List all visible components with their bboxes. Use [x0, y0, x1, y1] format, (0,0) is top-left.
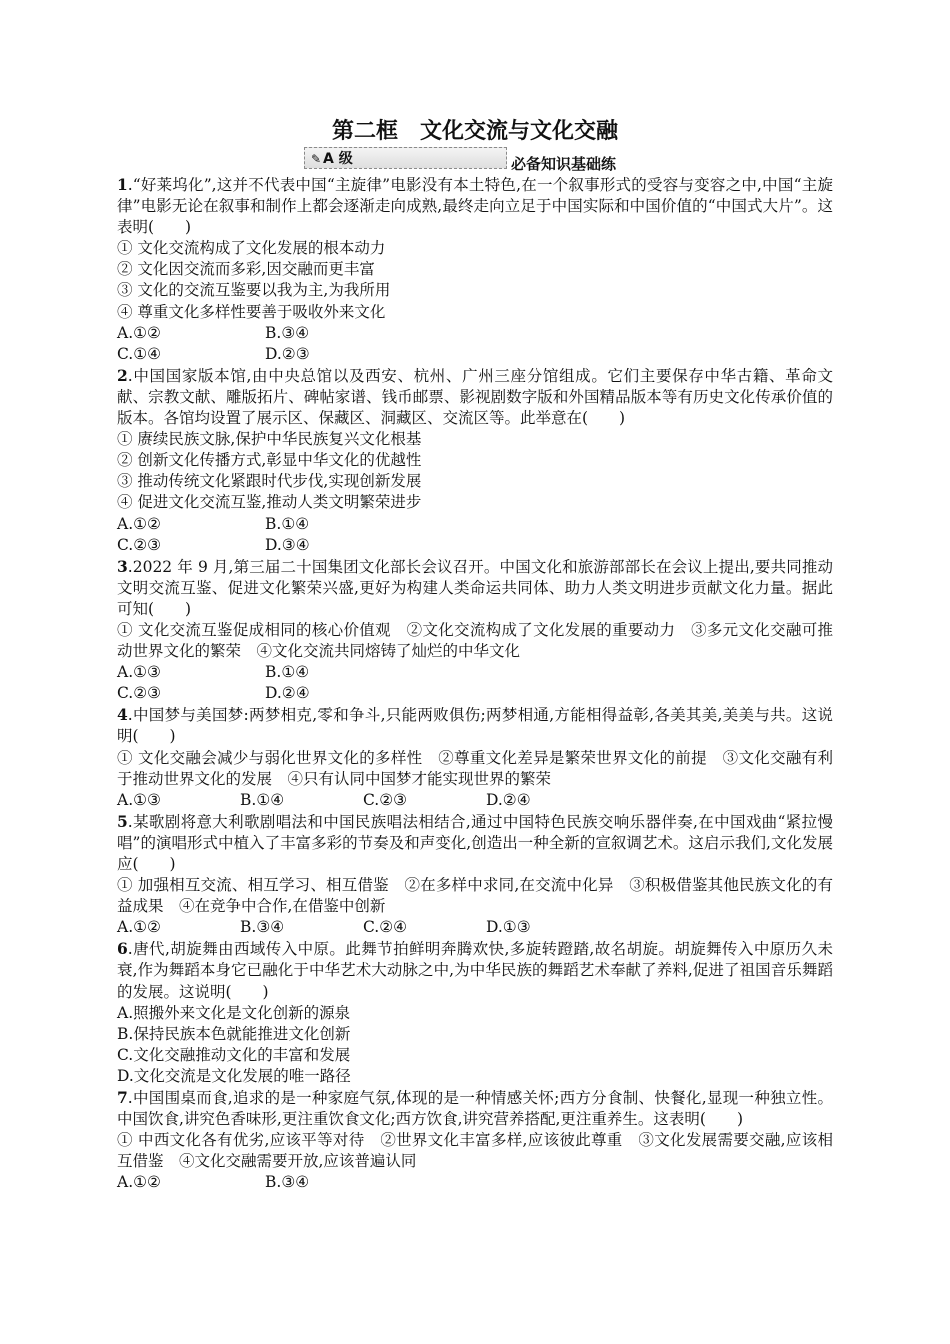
choice-row — [117, 662, 833, 683]
statement-item: B.保持民族本色就能推进文化创新 — [117, 1024, 351, 1043]
statement-item: ④ 尊重文化多样性要善于吸收外来文化 — [117, 302, 386, 321]
answer-choice[interactable]: B.①④ — [265, 514, 310, 533]
statement-item: ① 文化交融会减少与弱化世界文化的多样性 ②尊重文化差异是繁荣世界文化的前提 ③文化交融有利于推动世界文化的发展 ④只有认同中国梦才能实现世界的繁荣 — [117, 748, 833, 788]
statement-item: A.照搬外来文化是文化创新的源泉 — [117, 1003, 351, 1022]
answer-choice[interactable]: B.①④ — [265, 663, 310, 682]
question-stem — [117, 174, 833, 238]
answer-choice[interactable]: D.②④ — [265, 684, 310, 703]
question-5 — [117, 811, 833, 939]
question-4 — [117, 704, 833, 810]
statement-item: ③ 推动传统文化紧跟时代步伐,实现创新发展 — [117, 472, 422, 491]
answer-choice[interactable]: B.①④ — [240, 790, 285, 809]
question-3 — [117, 556, 833, 705]
question-text: .中国梦与美国梦:两梦相克,零和争斗,只能两败俱伤;两梦相通,方能相得益彰,各美其美,美美与共。这说明( ) — [117, 706, 833, 746]
question-number: 6 — [117, 939, 128, 959]
question-stem — [117, 365, 833, 429]
choice-row — [117, 344, 833, 365]
answer-choice[interactable]: A.①② — [117, 514, 161, 533]
question-2 — [117, 365, 833, 556]
answer-choice[interactable]: A.①③ — [117, 663, 161, 682]
answer-choice[interactable]: B.③④ — [240, 918, 285, 937]
answer-choice[interactable]: B.③④ — [265, 323, 310, 342]
question-text: .某歌剧将意大利歌剧唱法和中国民族唱法相结合,通过中国特色民族交响乐器伴奏,在中国戏曲“紧拉慢唱”的演唱形式中植入了丰富多彩的节奏及和声变化,创造出一种全新的宣叙调艺术。这启示我们,文化发展应( ) — [117, 812, 833, 873]
level-badge — [304, 147, 507, 169]
answer-choice[interactable]: A.①③ — [117, 790, 161, 809]
question-text: .中国围桌而食,追求的是一种家庭气氛,体现的是一种情感关怀;西方分食制、快餐化,显现一种独立性。中国饮食,讲究色香味形,更注重饮食文化;西方饮食,讲究营养搭配,更注重养生。这表明( ) — [117, 1089, 833, 1129]
choice-row — [117, 514, 833, 535]
question-text: .“好莱坞化”,这并不代表中国“主旋律”电影没有本土特色,在一个叙事形式的受容与变容之中,中国“主旋律”电影无论在叙事和制作上都会逐渐走向成熟,最终走向立足于中国实际和中国价值的“中国式大片”。这表明( ) — [117, 176, 833, 237]
statement-item: ① 文化交流互鉴促成相同的核心价值观 ②文化交流构成了文化发展的重要动力 ③多元文化交融可推动世界文化的繁荣 ④文化交流共同熔铸了灿烂的中华文化 — [117, 620, 833, 661]
question-number: 7 — [117, 1088, 128, 1108]
statement-item: D.文化交流是文化发展的唯一路径 — [117, 1066, 351, 1085]
question-stem — [117, 556, 833, 620]
question-stem — [117, 1087, 833, 1130]
question-1 — [117, 174, 833, 365]
question-stem — [117, 704, 833, 747]
section-title: 第二框 文化交流与文化交融 — [331, 119, 618, 144]
level-label: 必备知识基础练 — [511, 155, 617, 173]
question-stem — [117, 938, 833, 1002]
document-page — [117, 118, 833, 1194]
choice-row — [117, 323, 833, 344]
level-badge-text: A 级 — [323, 151, 353, 167]
answer-choice[interactable]: A.①② — [117, 323, 161, 342]
answer-choice[interactable]: C.②④ — [363, 918, 408, 937]
question-text: .2022 年 9 月,第三届二十国集团文化部长会议召开。中国文化和旅游部部长在会议上提出,要共同推动文明交流互鉴、促进文化繁荣兴盛,更好为构建人类命运共同体、助力人类文明进步贡献文化力量。据此可知( ) — [117, 557, 833, 618]
statement-item: ① 加强相互交流、相互学习、相互借鉴 ②在多样中求同,在交流中化异 ③积极借鉴其他民族文化的有益成果 ④在竞争中合作,在借鉴中创新 — [117, 876, 833, 916]
question-number: 2 — [117, 365, 128, 385]
answer-choice[interactable]: B.③④ — [265, 1173, 310, 1192]
choice-row — [117, 1172, 833, 1193]
question-text: .中国国家版本馆,由中央总馆以及西安、杭州、广州三座分馆组成。它们主要保存中华古籍、革命文献、宗教文献、雕版拓片、碑帖家谱、钱币邮票、影视剧数字版和外国精品版本等有历史文化传承价值的版本。各馆均设置了展示区、保藏区、洞藏区、交流区等。此举意在( ) — [117, 366, 833, 428]
question-stem — [117, 811, 833, 875]
answer-choice[interactable]: A.①② — [117, 918, 161, 937]
statement-item: ① 文化交流构成了文化发展的根本动力 — [117, 239, 386, 258]
answer-choice[interactable]: C.①④ — [117, 344, 162, 363]
statement-item: ① 中西文化各有优劣,应该平等对待 ②世界文化丰富多样,应该彼此尊重 ③文化发展需要交融,应该相互借鉴 ④文化交融需要开放,应该普遍认同 — [117, 1131, 833, 1171]
statement-item: ③ 文化的交流互鉴要以我为主,为我所用 — [117, 281, 391, 300]
answer-choice[interactable]: D.③④ — [265, 535, 310, 554]
answer-choice[interactable]: D.①③ — [486, 918, 531, 937]
answer-choice[interactable]: C.②③ — [117, 684, 162, 703]
choice-row — [117, 535, 833, 556]
statement-item: C.文化交融推动文化的丰富和发展 — [117, 1045, 351, 1064]
question-number: 1 — [117, 175, 128, 194]
answer-choice[interactable]: A.①② — [117, 1173, 161, 1192]
question-7 — [117, 1087, 833, 1193]
statement-item: ④ 促进文化交流互鉴,推动人类文明繁荣进步 — [117, 493, 422, 512]
question-number: 3 — [117, 556, 128, 576]
pencil-icon: ✎ — [311, 152, 322, 166]
statement-item: ① 赓续民族文脉,保护中华民族复兴文化根基 — [117, 430, 422, 449]
question-6 — [117, 938, 833, 1087]
answer-choice[interactable]: D.②④ — [486, 790, 531, 809]
choice-row — [117, 790, 833, 811]
statement-item: ② 创新文化传播方式,彰显中华文化的优越性 — [117, 451, 422, 470]
question-number: 5 — [117, 811, 128, 831]
question-number: 4 — [117, 705, 128, 725]
answer-choice[interactable]: C.②③ — [363, 790, 408, 809]
level-header — [117, 146, 833, 174]
statement-item: ② 文化因交流而多彩,因交融而更丰富 — [117, 260, 375, 279]
question-text: .唐代,胡旋舞由西域传入中原。此舞节拍鲜明奔腾欢快,多旋转蹬踏,故名胡旋。胡旋舞传入中原历久未衰,作为舞蹈本身它已融化于中华艺术大动脉之中,为中华民族的舞蹈艺术奉献了养料,促进了祖国音乐舞蹈的发展。这说明( ) — [117, 940, 833, 1001]
question-list — [117, 174, 833, 1194]
choice-row — [117, 683, 833, 704]
choice-row — [117, 917, 833, 938]
answer-choice[interactable]: D.②③ — [265, 344, 310, 363]
answer-choice[interactable]: C.②③ — [117, 535, 162, 554]
